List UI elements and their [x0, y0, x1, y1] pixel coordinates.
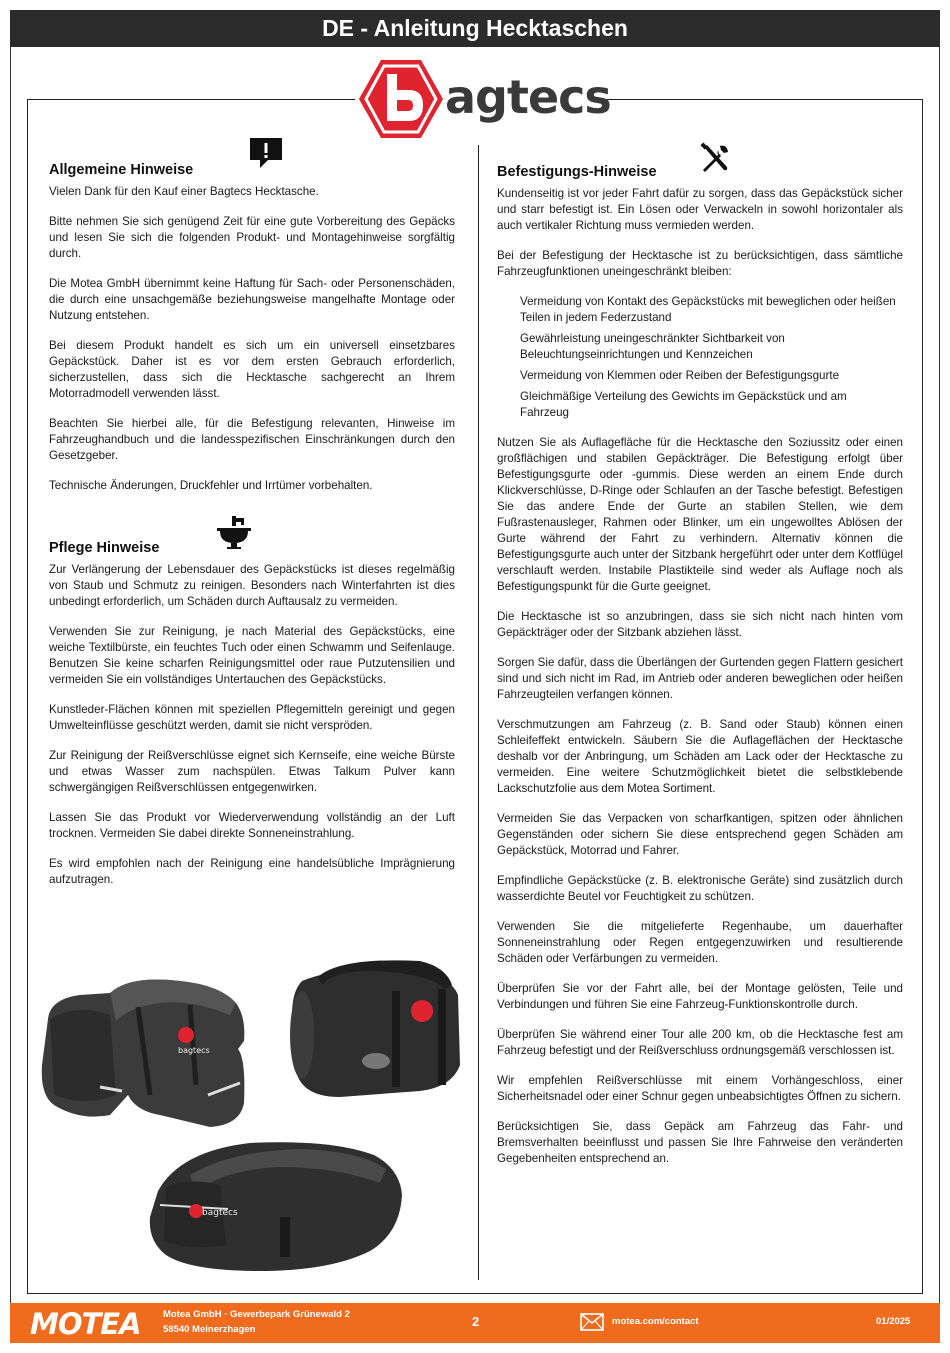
paragraph: Vermeiden Sie das Verpacken von scharfkantigen, spitzen oder ähnlichen Gegenständen oder sichern Sie diese entsprechend gegen Schäden am Gepäckstück, Motorrad und Fahrer. [497, 812, 903, 857]
paragraph: Nutzen Sie als Auflagefläche für die Hecktasche den Soziussitz oder einen großflächigen und stabilen Gepäckträger. Die Befestigung erfolgt über Befestigungsgurte oder -gummis. Diese werden an einem Ende durch Klickverschlüsse, D-Ringe oder Schlaufen an der Tasche befestigt. Befestigen Sie das andere Ende der Gurte an stabilen Stellen, wie dem Fußrastenausleger, Rahmen oder Blinker, um ein ungewolltes Ablösen der Gurte während der Fahrt zu verhindern. Alternativ können die Befestigungsgurte auch unter der Sitzbank hergeführt oder unter dem Kotflügel verschlauft werden. Instabile Plastikteile sind weder als Auflage noch als Befestigungspunkt für die Gurte geeignet. [497, 436, 903, 593]
bag-brand-label-2: bagtecs [202, 1208, 238, 1218]
footer-brand: MOTEA [30, 1307, 141, 1341]
issue-date: 01/2025 [876, 1316, 911, 1327]
paragraph: Bei diesem Produkt handelt es sich um ein universell einsetzbares Gepäckstück. Daher ist es vor dem ersten Gebrauch erforderlich, sicherzustellen, dass sich die Hecktasche sachgerecht an Ihrem Motorradmodell verwenden lässt. [49, 339, 455, 400]
page-number: 2 [472, 1314, 480, 1329]
general-paragraphs [49, 184, 455, 494]
mounting-intro [497, 186, 903, 280]
paragraph: Bei der Befestigung der Hecktasche ist zu berücksichtigen, dass sämtliche Fahrzeugfunktionen uneingeschränkt bleiben: [497, 249, 903, 278]
paragraph: Bitte nehmen Sie sich genügend Zeit für eine gute Vorbereitung des Gepäcks und lesen Sie sich die folgenden Produkt- und Montagehinweise sorgfältig durch. [49, 215, 455, 260]
general-heading: Allgemeine Hinweise [49, 162, 194, 178]
paragraph: Die Motea GmbH übernimmt keine Haftung für Sach- oder Personenschäden, die durch eine unsachgemäße beziehungsweise mangelhafte Montage oder Nutzung entstehen. [49, 277, 455, 322]
page-title: DE - Anleitung Hecktaschen [10, 10, 940, 47]
bag-brand-label-1: bagtecs [178, 1046, 210, 1055]
paragraph: Empfindliche Gepäckstücke (z. B. elektronische Geräte) sind zusätzlich durch wasserdichte Beutel vor Feuchtigkeit zu schützen. [497, 874, 903, 903]
paragraph: Kundenseitig ist vor jeder Fahrt dafür zu sorgen, dass das Gepäckstück sicher und starr befestigt ist. Ein Lösen oder Verwackeln in sowohl horizontaler als auch vertikaler Richtung muss vermieden werden. [497, 187, 903, 232]
footer [10, 1303, 940, 1343]
logo-wordmark: agtecs [445, 70, 611, 124]
product-images [40, 955, 460, 1275]
care-heading: Pflege Hinweise [49, 540, 160, 556]
paragraph: Sorgen Sie dafür, dass die Überlängen der Gurtenden gegen Flattern gesichert sind und sich nicht im Rad, im Antrieb oder anderen beweglichen oder heißen Fahrzeugteilen verfangen können. [497, 656, 903, 701]
paragraph: Wir empfehlen Reißverschlüsse mit einem Vorhängeschloss, einer Sicherheitsnadel oder einer Schnur gegen unbeabsichtigtes Öffnen zu sichern. [497, 1074, 903, 1103]
contact-link[interactable]: motea.com/contact [612, 1316, 699, 1327]
mounting-section-header [497, 142, 903, 186]
product-photos [40, 955, 460, 1275]
address-line-1: Motea GmbH · Gewerbepark Grünewald 2 [163, 1309, 350, 1320]
paragraph: Zur Reinigung der Reißverschlüsse eignet sich Kernseife, eine weiche Bürste und etwas Wasser zum nachspülen. Etwas Talkum Pulver kann schwergängigen Reißverschlüssen entgegenwirken. [49, 749, 455, 794]
tail-pack-photo [150, 1142, 402, 1271]
paragraph: Die Hecktasche ist so anzubringen, dass sie sich nicht nach hinten vom Gepäckträger oder der Sitzbank abziehen lässt. [497, 610, 903, 639]
alert-message-icon [248, 136, 284, 175]
washbasin-icon [215, 514, 253, 555]
mounting-heading: Befestigungs-Hinweise [497, 164, 657, 180]
general-section-header [49, 142, 455, 184]
paragraph: Es wird empfohlen nach der Reinigung eine handelsübliche Imprägnierung aufzutragen. [49, 857, 455, 886]
tail-bag-photo [42, 980, 245, 1128]
column-divider [478, 145, 479, 1280]
footer-address [163, 1307, 350, 1337]
right-column [497, 142, 903, 1181]
bagtecs-b-logo-icon [357, 58, 445, 140]
paragraph: Verwenden Sie zur Reinigung, je nach Material des Gepäckstücks, eine weiche Textilbürste, ein feuchtes Tuch oder einen Schwamm und Seifenlauge. Benutzen Sie keine scharfen Reinigungsmittel oder raue Putzutensilien und vermeiden Sie ein vollständiges Untertauchen des Gepäckstücks. [49, 625, 455, 686]
paragraph: Überprüfen Sie vor der Fahrt alle, bei der Montage gelösten, Teile und Verbindungen und führen Sie eine Fahrzeug-Funktionskontrolle durch. [497, 982, 903, 1011]
list-item: Gleichmäßige Verteilung des Gewichts im Gepäckstück und am Fahrzeug [520, 390, 847, 419]
care-section-header [49, 512, 455, 562]
paragraph: Verschmutzungen am Fahrzeug (z. B. Sand oder Staub) können einen Schleifeffekt entwickeln. Säubern Sie die Auflageflächen der Hecktasche deshalb vor der Anbringung, um Schäden am Lack oder der Hecktasche zu vermeiden. Eine weitere Schutzmöglichkeit bietet die selbstklebende Lackschutzfolie aus dem Motea Sortiment. [497, 718, 903, 795]
paragraph: Beachten Sie hierbei alle, für die Befestigung relevanten, Hinweise im Fahrzeughandbuch und die landesspezifischen Einschränkungen durch den Gesetzgeber. [49, 417, 455, 462]
paragraph: Verwenden Sie die mitgelieferte Regenhaube, um dauerhafter Sonneneinstrahlung oder Regen entgegenzuwirken und resultierende Schäden oder Verfärbungen zu vermeiden. [497, 920, 903, 965]
paragraph: Kunstleder-Flächen können mit speziellen Pflegemitteln gereinigt und gegen Umwelteinflüsse geschützt werden, damit sie nicht verspröden. [49, 703, 455, 732]
paragraph: Technische Änderungen, Druckfehler und Irrtümer vorbehalten. [49, 479, 373, 492]
list-item: Vermeidung von Kontakt des Gepäckstücks mit beweglichen oder heißen Teilen in jedem Federzustand [520, 295, 896, 324]
address-line-2: 58540 Meinerzhagen [163, 1324, 256, 1335]
left-column [49, 142, 455, 902]
care-paragraphs [49, 562, 455, 888]
list-item: Vermeidung von Klemmen oder Reiben der Befestigungsgurte [520, 369, 840, 382]
paragraph: Berücksichtigen Sie, dass Gepäck am Fahrzeug das Fahr- und Bremsverhalten beeinflusst und passen Sie Ihre Fahrweise den veränderten Gegebenheiten entsprechend an. [497, 1120, 903, 1165]
roll-bag-photo [290, 960, 460, 1097]
tools-icon [699, 142, 731, 179]
mail-icon [580, 1313, 604, 1336]
list-item: Gewährleistung uneingeschränkter Sichtbarkeit von Beleuchtungseinrichtungen und Kennzeichen [520, 332, 785, 361]
mounting-paragraphs [497, 435, 903, 1167]
brand-logo [355, 58, 611, 140]
mounting-requirements-list [497, 294, 903, 421]
paragraph: Zur Verlängerung der Lebensdauer des Gepäckstücks ist dieses regelmäßig von Staub und Schmutz zu reinigen. Besonders nach Winterfahrten ist dies unbedingt erforderlich, um Schäden durch Auftausalz zu vermeiden. [49, 563, 455, 608]
paragraph: Lassen Sie das Produkt vor Wiederverwendung vollständig an der Luft trocknen. Vermeiden Sie dabei direkte Sonneneinstrahlung. [49, 811, 455, 840]
paragraph: Überprüfen Sie während einer Tour alle 200 km, ob die Hecktasche fest am Fahrzeug befestigt und der Reißverschluss ordnungsgemäß verschlossen ist. [497, 1028, 903, 1057]
paragraph: Vielen Dank für den Kauf einer Bagtecs Hecktasche. [49, 185, 319, 198]
